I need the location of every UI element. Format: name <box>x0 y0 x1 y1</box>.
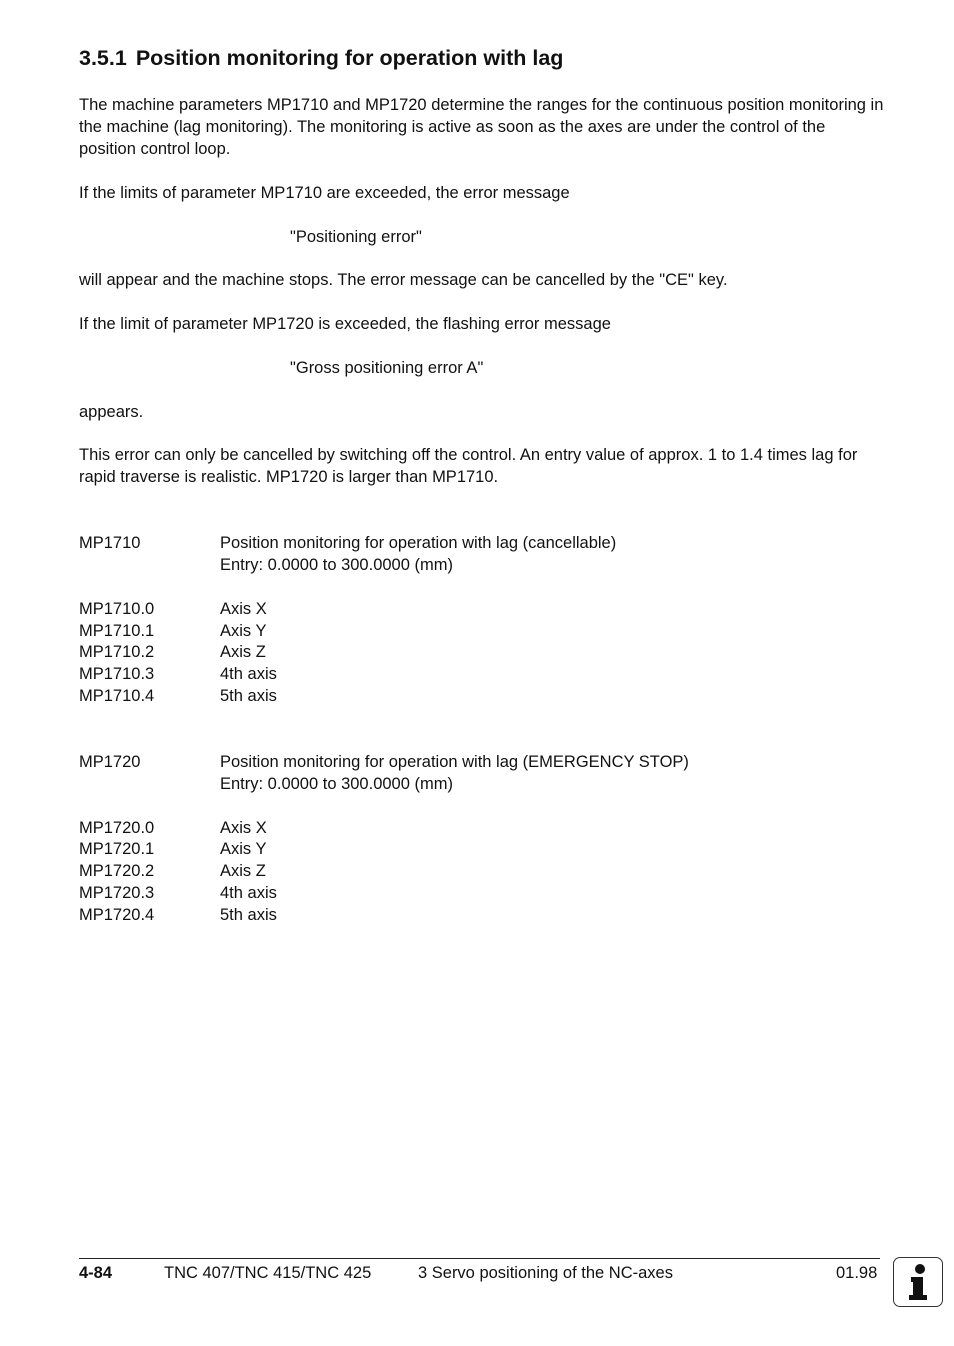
mp1710-axis-code: MP1710.3 <box>79 665 155 683</box>
mp1720-axis-code: MP1720.1 <box>79 840 155 858</box>
section-number: 3.5.1 <box>79 46 127 70</box>
mp1710-axis-code: MP1710.4 <box>79 687 155 705</box>
mp1720-desc: Position monitoring for operation with lag (EMERGENCY STOP) <box>220 753 689 771</box>
mp1710-entry: Entry: 0.0000 to 300.0000 (mm) <box>220 556 453 574</box>
mp1710-axis-row <box>79 598 884 620</box>
info-icon <box>893 1257 943 1307</box>
mp1710-axis-row <box>79 620 884 642</box>
footer-divider <box>79 1258 880 1259</box>
mp1710-axis-code: MP1710.2 <box>79 643 155 661</box>
mp1720-header-row <box>79 751 884 773</box>
mp1710-axis-code: MP1710.0 <box>79 600 155 618</box>
footer-date: 01.98 <box>836 1264 878 1282</box>
mp1720-axis-code: MP1720.2 <box>79 862 155 880</box>
mp1720-axis-row <box>79 882 884 904</box>
mp1720-axis-desc: Axis X <box>220 819 267 837</box>
mp1710-axis-row <box>79 685 884 707</box>
mp1710-axis-row <box>79 663 884 685</box>
mp1720-entry-row <box>79 773 884 795</box>
mp1720-axis-desc: Axis Z <box>220 862 266 880</box>
limit2-paragraph: If the limit of parameter MP1720 is exceeded, the flashing error message <box>79 315 611 333</box>
mp1710-axis-desc: Axis Y <box>220 622 267 640</box>
limit1-paragraph: If the limits of parameter MP1710 are exceeded, the error message <box>79 184 570 202</box>
mp1710-axis-row <box>79 641 884 663</box>
intro-paragraph: The machine parameters MP1710 and MP1720 determine the ranges for the continuous position monitoring in the machine (lag monitoring). The monitoring is active as soon as the axes are under the control of the position control loop. <box>79 96 884 158</box>
error-message-2: "Gross positioning error A" <box>290 359 484 377</box>
mp1720-axis-row <box>79 817 884 839</box>
mp1710-code: MP1710 <box>79 534 141 552</box>
mp1710-desc: Position monitoring for operation with lag (cancellable) <box>220 534 617 552</box>
mp1710-header-row <box>79 532 884 554</box>
error-message-1: "Positioning error" <box>290 228 422 246</box>
section-title: Position monitoring for operation with lag <box>135 46 564 70</box>
footer-page-number: 4-84 <box>79 1264 113 1282</box>
footer-model: TNC 407/TNC 415/TNC 425 <box>164 1264 372 1282</box>
mp1720-axis-row <box>79 838 884 860</box>
mp1710-axis-desc: Axis X <box>220 600 267 618</box>
mp1720-axis-code: MP1720.4 <box>79 906 155 924</box>
mp1720-axis-desc: 4th axis <box>220 884 277 902</box>
mp1720-code: MP1720 <box>79 753 141 771</box>
after1-paragraph: will appear and the machine stops. The error message can be cancelled by the "CE" key. <box>79 271 728 289</box>
mp1720-entry: Entry: 0.0000 to 300.0000 (mm) <box>220 775 453 793</box>
mp1720-axis-row <box>79 904 884 926</box>
mp1720-axis-code: MP1720.0 <box>79 819 155 837</box>
mp1720-axis-desc: Axis Y <box>220 840 267 858</box>
mp1720-axis-code: MP1720.3 <box>79 884 155 902</box>
note-paragraph: This error can only be cancelled by switching off the control. An entry value of approx. 1 to 1.4 times lag for rapid traverse is realistic. MP1720 is larger than MP1710. <box>79 446 858 486</box>
footer-chapter: 3 Servo positioning of the NC-axes <box>418 1264 673 1282</box>
mp1710-entry-row <box>79 554 884 576</box>
mp1710-axis-desc: Axis Z <box>220 643 266 661</box>
after2-paragraph: appears. <box>79 403 144 421</box>
mp1710-axis-desc: 5th axis <box>220 687 277 705</box>
mp1710-axis-desc: 4th axis <box>220 665 277 683</box>
mp1710-axis-code: MP1710.1 <box>79 622 155 640</box>
section-heading <box>79 43 563 73</box>
mp1720-axis-row <box>79 860 884 882</box>
mp1720-axis-desc: 5th axis <box>220 906 277 924</box>
